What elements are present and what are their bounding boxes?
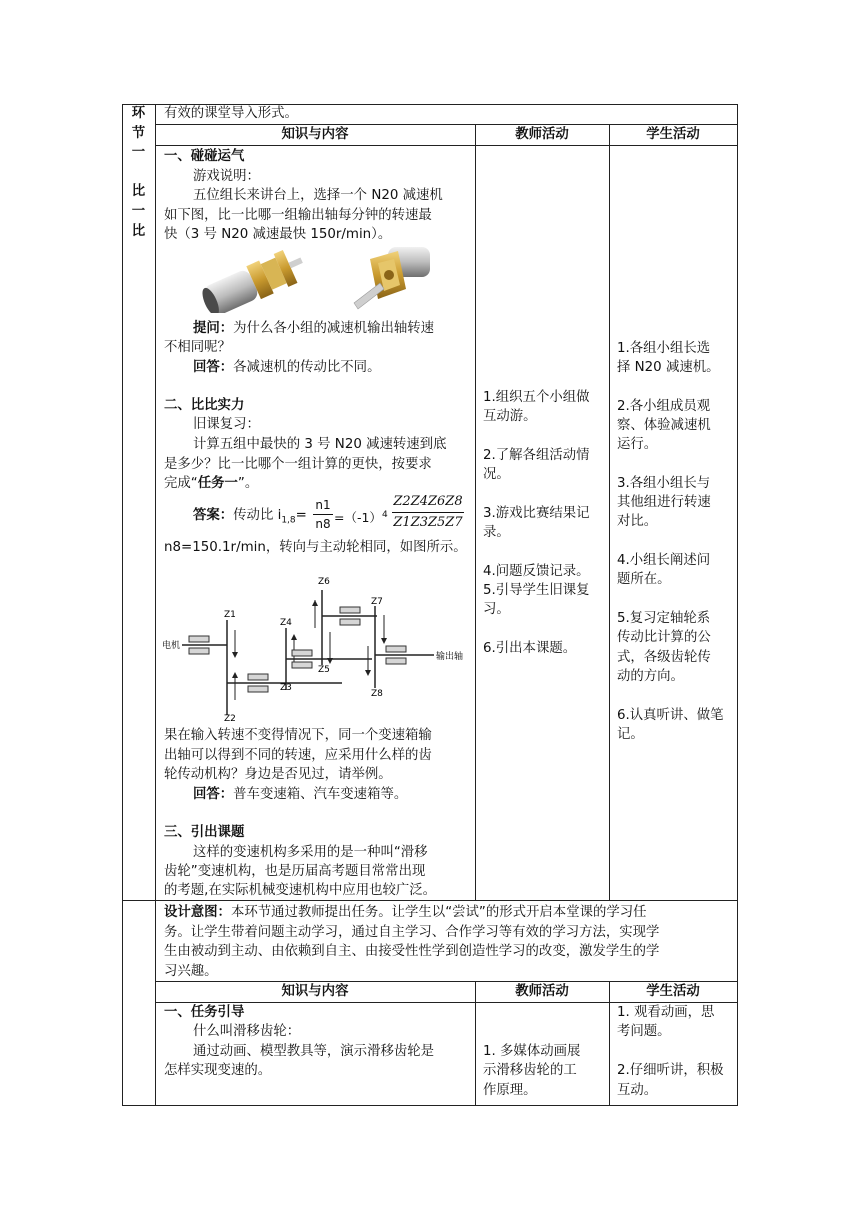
header-content: 知识与内容 bbox=[281, 127, 349, 142]
student-activity-line: 2.各小组成员观 bbox=[617, 399, 711, 414]
z2-label: Z2 bbox=[224, 714, 236, 722]
answer-text: 普车变速箱、汽车变速箱等。 bbox=[233, 787, 408, 802]
part4-line: 怎样实现变速的。 bbox=[164, 1063, 272, 1078]
part4-line: 通过动画、模型教具等，演示滑移齿轮是 bbox=[193, 1044, 435, 1059]
teacher-activity-line: 况。 bbox=[483, 467, 510, 482]
game-line: 五位组长来讲台上，选择一个 N20 减速机 bbox=[193, 188, 443, 203]
header-teacher: 教师活动 bbox=[515, 127, 569, 142]
text: ”。 bbox=[237, 476, 259, 491]
student-activity-line: 3.各组小组长与 bbox=[617, 476, 711, 491]
sign-text: =（-1） bbox=[334, 510, 382, 526]
teacher-activity-line: 作原理。 bbox=[483, 1083, 537, 1098]
answer-label: 答案： bbox=[193, 508, 234, 523]
z6-label: Z6 bbox=[318, 577, 330, 587]
task-one-label: 任务一 bbox=[197, 476, 238, 491]
gear-numerator: Z2Z4Z6Z8 bbox=[393, 494, 463, 509]
design-intent-line bbox=[164, 903, 647, 923]
answer-text: 各减速机的传动比不同。 bbox=[233, 360, 381, 375]
table-border-right bbox=[737, 104, 738, 1106]
student-activity-line: 其他组进行转速 bbox=[617, 495, 711, 510]
result-line: n8=150.1r/min，转向与主动轮相同，如图所示。 bbox=[164, 540, 467, 555]
question-line: 不相同呢？ bbox=[164, 340, 231, 355]
student-activity-line: 4.小组长阐述问 bbox=[617, 553, 711, 568]
teacher-activity-line: 录。 bbox=[483, 525, 510, 540]
header-student: 学生活动 bbox=[646, 127, 700, 142]
intro-text: 有效的课堂导入形式。 bbox=[164, 106, 298, 121]
teacher-activity-line: 1.组织五个小组做 bbox=[483, 390, 590, 405]
label-char: 节 bbox=[131, 125, 146, 141]
z8-label: Z8 bbox=[371, 689, 383, 699]
part3-line: 这样的变速机构多采用的是一种叫“滑移 bbox=[193, 845, 428, 860]
game-line: 如下图，比一比哪一组输出轴每分钟的转速最 bbox=[164, 208, 432, 223]
teacher-activity-line: 4.问题反馈记录。 bbox=[483, 564, 590, 579]
z3-label: Z3 bbox=[280, 683, 292, 693]
student-activity-line: 6.认真听讲、做笔 bbox=[617, 708, 724, 723]
game-line: 快（3 号 N20 减速最快 150r/min）。 bbox=[164, 227, 392, 242]
ratio-label: 传动比 i bbox=[233, 508, 282, 523]
label-char: 一 bbox=[131, 145, 146, 161]
ratio-subscript: 1,8 bbox=[281, 515, 296, 526]
column-divider bbox=[609, 124, 610, 901]
teacher-activity-line: 6.引出本课题。 bbox=[483, 641, 577, 656]
n20-motor-image-right bbox=[350, 241, 432, 315]
task-line: 计算五组中最快的 3 号 N20 减速转速到底 bbox=[193, 437, 447, 452]
label-char: 比 bbox=[131, 223, 146, 239]
student-activity-line: 传动比计算的公 bbox=[617, 630, 711, 645]
student-activity-line: 题所在。 bbox=[617, 572, 671, 587]
label-char: 比 bbox=[131, 184, 146, 200]
answer-line bbox=[193, 358, 380, 378]
gear-fraction bbox=[392, 492, 464, 533]
answer-formula bbox=[193, 506, 307, 531]
question-line bbox=[193, 319, 434, 339]
part1-heading: 一、碰碰运气 bbox=[164, 149, 245, 164]
teacher-activity-line: 示滑移齿轮的工 bbox=[483, 1063, 577, 1078]
z1-label: Z1 bbox=[224, 610, 236, 620]
n20-motor-image-left bbox=[197, 245, 307, 313]
part3-line: 的考题,在实际机械变速机构中应用也较广泛。 bbox=[164, 883, 437, 898]
question-label: 提问： bbox=[193, 321, 234, 336]
student-activity-line: 运行。 bbox=[617, 437, 658, 452]
part4-heading: 一、任务引导 bbox=[164, 1005, 245, 1020]
answer-line bbox=[193, 785, 407, 805]
text: 完成“ bbox=[164, 476, 198, 491]
z7-label: Z7 bbox=[371, 597, 383, 607]
table-border-bottom bbox=[122, 1105, 738, 1106]
student-activity-line: 5.复习定轴轮系 bbox=[617, 611, 711, 626]
student-activity-line: 1. 观看动画，思 bbox=[617, 1005, 715, 1020]
teacher-activity-line: 互动游。 bbox=[483, 409, 537, 424]
header-student: 学生活动 bbox=[646, 984, 700, 999]
z5-label: Z5 bbox=[318, 665, 330, 675]
header-content: 知识与内容 bbox=[281, 984, 349, 999]
student-activity-line: 察、体验减速机 bbox=[617, 418, 711, 433]
teacher-activity-line: 3.游戏比赛结果记 bbox=[483, 506, 590, 521]
design-intent-text: 本环节通过教师提出任务。让学生以“尝试”的形式开启本堂课的学习任 bbox=[230, 905, 647, 920]
design-intent-line: 习兴趣。 bbox=[164, 964, 218, 979]
answer-label: 回答： bbox=[193, 787, 234, 802]
table-border-left bbox=[122, 104, 123, 1106]
sign-term bbox=[334, 506, 388, 528]
label-char: 环 bbox=[131, 106, 146, 121]
sign-exponent: 4 bbox=[381, 510, 388, 520]
label-gap bbox=[122, 163, 155, 183]
teacher-activity-line: 5.引导学生旧课复 bbox=[483, 583, 590, 598]
task-line: 是多少？比一比哪个一组计算的更快，按要求 bbox=[164, 457, 432, 472]
student-activity-line: 互动。 bbox=[617, 1083, 658, 1098]
part2-heading: 二、比比实力 bbox=[164, 398, 245, 413]
header-teacher: 教师活动 bbox=[515, 984, 569, 999]
game-label: 游戏说明： bbox=[193, 169, 260, 184]
label-char: 一 bbox=[131, 203, 146, 219]
answer-label: 回答： bbox=[193, 360, 234, 375]
part3-heading: 三、引出课题 bbox=[164, 825, 245, 840]
column-divider bbox=[475, 124, 476, 901]
design-intent-label: 设计意图： bbox=[164, 905, 231, 920]
gear-denominator: Z1Z3Z5Z7 bbox=[392, 512, 464, 533]
student-activity-line: 记。 bbox=[617, 727, 644, 742]
design-intent-line: 务。让学生带着问题主动学习，通过自主学习、合作学习等有效的学习方法，实现学 bbox=[164, 925, 660, 940]
speed-denominator: n8 bbox=[313, 514, 333, 533]
teacher-activity-line: 2.了解各组活动情 bbox=[483, 448, 590, 463]
para-line: 轮传动机构？身边是否见过，请举例。 bbox=[164, 767, 392, 782]
student-activity-line: 对比。 bbox=[617, 514, 658, 529]
part4-line: 什么叫滑移齿轮： bbox=[193, 1024, 301, 1039]
task-line bbox=[164, 474, 258, 494]
student-activity-line: 择 N20 减速机。 bbox=[617, 360, 720, 375]
student-activity-line: 2.仔细听讲，积极 bbox=[617, 1063, 724, 1078]
output-shaft-label: 输出轴 bbox=[436, 652, 464, 662]
gear-train-diagram bbox=[162, 570, 474, 722]
section-label bbox=[122, 104, 155, 241]
z4-label: Z4 bbox=[280, 618, 292, 628]
student-activity-line: 1.各组小组长选 bbox=[617, 341, 711, 356]
para-line: 果在输入转速不变得情况下，同一个变速箱输 bbox=[164, 728, 432, 743]
part3-line: 齿轮”变速机构，也是历届高考题目常常出现 bbox=[164, 864, 426, 879]
equals: = bbox=[295, 508, 307, 523]
motor-label: 电机 bbox=[162, 641, 181, 651]
teacher-activity-line: 习。 bbox=[483, 602, 510, 617]
review-label: 旧课复习： bbox=[193, 417, 260, 432]
label-column-divider bbox=[155, 104, 156, 1106]
row-divider bbox=[155, 145, 738, 146]
student-activity-line: 考问题。 bbox=[617, 1024, 671, 1039]
student-activity-line: 动的方向。 bbox=[617, 669, 684, 684]
speed-fraction bbox=[313, 496, 333, 533]
para-line: 出轴可以得到不同的转速，应采用什么样的齿 bbox=[164, 748, 432, 763]
student-activity-line: 式，各级齿轮传 bbox=[617, 650, 711, 665]
question-text: 为什么各小组的减速机输出轴转速 bbox=[233, 321, 435, 336]
speed-numerator: n1 bbox=[315, 498, 331, 512]
design-intent-line: 生由被动到主动、由依赖到自主、由接受性性学到创造性学习的改变，激发学生的学 bbox=[164, 944, 660, 959]
teacher-activity-line: 1. 多媒体动画展 bbox=[483, 1044, 581, 1059]
